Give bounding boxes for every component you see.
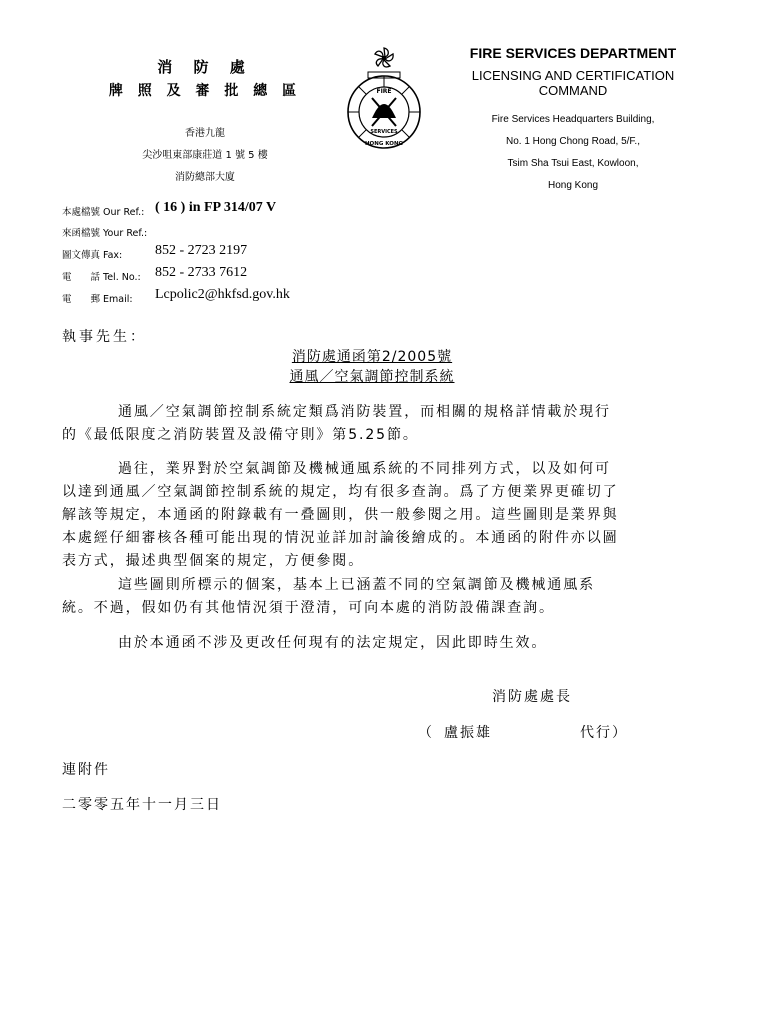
tel-value: 852 - 2733 7612 xyxy=(155,265,248,280)
signatory-name: 盧振雄 xyxy=(444,725,492,741)
paragraph-line: 統。不過，假如仍有其他情況須于澄清，可向本處的消防設備課查詢。 xyxy=(62,600,555,616)
command-name-english: LICENSING AND CERTIFICATION COMMAND xyxy=(471,68,675,98)
paragraph-line: 表方式，撮述典型個案的規定，方便參閱。 xyxy=(62,553,365,569)
salutation: 執事先生： xyxy=(62,329,147,345)
address-english-line-1: Fire Services Headquarters Building, xyxy=(491,114,655,125)
org-name-english: FIRE SERVICES DEPARTMENT xyxy=(469,45,677,61)
signatory-open-bracket: （ xyxy=(418,725,434,741)
paragraph-3 xyxy=(62,574,684,620)
address-chinese-line-2: 尖沙咀東部康莊道 1 號 5 樓 xyxy=(142,150,268,161)
crest-text-top: FIRE xyxy=(376,88,392,95)
org-name-chinese: 消 防 處 xyxy=(157,58,253,76)
circular-title-line-1: 消防處通函第2/2005號 xyxy=(291,349,453,365)
paragraph-line: 以達到通風／空氣調節控制系統的規定，均有很多查詢。爲了方便業界更確切了 xyxy=(62,484,619,500)
circular-title-line-2: 通風／空氣調節控制系統 xyxy=(289,369,455,385)
your-ref-label: 來函檔號 Your Ref.: xyxy=(62,228,148,239)
our-ref-value: ( 16 ) in FP 314/07 V xyxy=(155,200,277,215)
crest-text-mid: SERVICES xyxy=(370,129,398,135)
crest-text-bottom: HONG KONG xyxy=(364,141,404,147)
enclosure-note: 連附件 xyxy=(62,762,110,778)
signatory-title: 消防處處長 xyxy=(492,689,572,705)
address-english-line-3: Tsim Sha Tsui East, Kowloon, xyxy=(507,158,639,169)
paragraph-line: 的《最低限度之消防裝置及設備守則》第5.25節。 xyxy=(62,427,419,443)
address-chinese-line-1: 香港九龍 xyxy=(185,128,225,139)
letter-date: 二零零五年十一月三日 xyxy=(62,797,222,813)
paragraph-line: 由於本通函不涉及更改任何現有的法定規定，因此即時生效。 xyxy=(118,635,548,651)
paragraph-1 xyxy=(62,401,684,447)
paragraph-2 xyxy=(62,458,684,573)
paragraph-line: 通風／空氣調節控制系統定類爲消防裝置，而相關的規格詳情載於現行 xyxy=(118,404,611,420)
command-name-chinese: 牌 照 及 審 批 總 區 xyxy=(108,83,302,99)
email-value: Lcpolic2@hkfsd.gov.hk xyxy=(155,287,290,302)
email-label: 電 郵 Email: xyxy=(62,294,133,305)
paragraph-line: 過往，業界對於空氣調節及機械通風系統的不同排列方式，以及如何可 xyxy=(118,461,611,477)
tel-label: 電 話 Tel. No.: xyxy=(62,272,141,283)
paragraph-4 xyxy=(62,632,684,655)
address-english-line-2: No. 1 Hong Chong Road, 5/F., xyxy=(506,136,640,147)
fax-label: 圖文傳真 Fax: xyxy=(62,250,123,261)
signatory-acting: 代行） xyxy=(580,725,628,741)
fire-services-crest-icon xyxy=(342,44,426,156)
address-chinese-line-3: 消防總部大廈 xyxy=(175,172,235,183)
address-english-line-4: Hong Kong xyxy=(547,180,599,191)
paragraph-line: 本處經仔細審核各種可能出現的情況並詳加討論後繪成的。本通函的附件亦以圖 xyxy=(62,530,619,546)
paragraph-line: 解該等規定，本通函的附錄載有一叠圖則，供一般參閱之用。這些圖則是業界與 xyxy=(62,507,619,523)
fax-value: 852 - 2723 2197 xyxy=(155,243,248,258)
our-ref-label: 本處檔號 Our Ref.: xyxy=(62,207,145,218)
paragraph-line: 這些圖則所標示的個案，基本上已涵蓋不同的空氣調節及機械通風系 xyxy=(118,577,595,593)
